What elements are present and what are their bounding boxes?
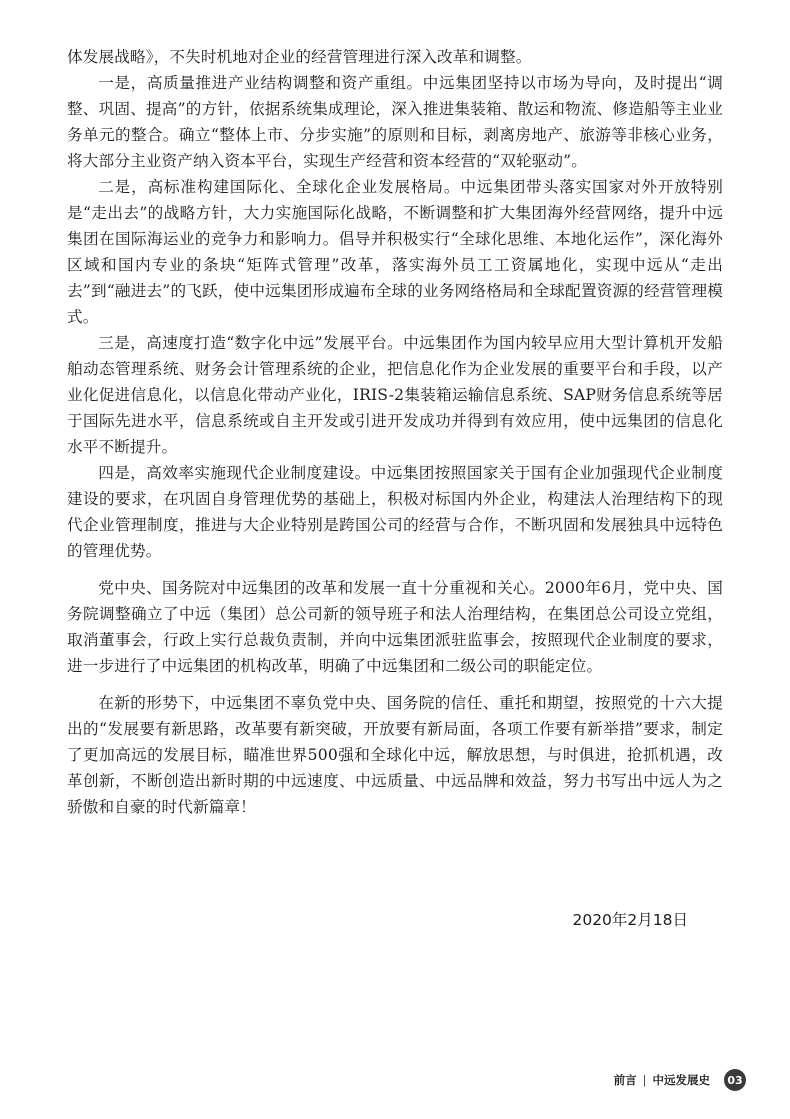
paragraph-central-government: 党中央、国务院对中远集团的改革和发展一直十分重视和关心。2000年6月，党中央、国务院调整确立了中远（集团）总公司新的领导班子和法人治理结构，在集团总公司设立党组，取消董事会，行政上实行总裁负责制，并向中远集团派驻监事会，按照现代企业制度的要求，进一步进行了中远集团的机构改革，明确了中远集团和二级公司的职能定位。 — [67, 579, 723, 675]
footer-book-title: 中远发展史 — [652, 1073, 710, 1087]
paragraph-point-two: 二是，高标准构建国际化、全球化企业发展格局。中远集团带头落实国家对外开放特别是“走出去”的战略方针，大力实施国际化战略，不断调整和扩大集团海外经营网络，提升中远集团在国际海运业的竞争力和影响力。倡导并积极实行“全球化思维、本地化运作”，深化海外区域和国内专业的条块“矩阵式管理”改革，落实海外员工工资属地化，实现中远从“走出去”到“融进去”的飞跃，使中远集团形成遍布全球的业务网络格局和全球配置资源的经营管理模式。 — [67, 178, 723, 326]
footer-separator: | — [642, 1073, 647, 1087]
paragraph-point-four: 四是，高效率实施现代企业制度建设。中远集团按照国家关于国有企业加强现代企业制度建设的要求，在巩固自身管理优势的基础上，积极对标国内外企业，构建法人治理结构下的现代企业管理制度，推进与大企业特别是跨国公司的经营与合作，不断巩固和发展独具中远特色的管理优势。 — [67, 464, 723, 560]
paragraph-continued: 体发展战略》，不失时机地对企业的经营管理进行深入改革和调整。 — [67, 48, 532, 66]
signature-date: 2020年2月18日 — [572, 911, 688, 929]
paragraph-new-situation: 在新的形势下，中远集团不辜负党中央、国务院的信任、重托和期望，按照党的十六大提出的“发展要有新思路，改革要有新突破，开放要有新局面，各项工作要有新举措”要求，制定了更加高远的发展目标，瞄准世界500强和全球化中远，解放思想，与时俱进，抢抓机遇，改革创新，不断创造出新时期的中远速度、中远质量、中远品牌和效益，努力书写出中远人为之骄傲和自豪的时代新篇章！ — [67, 694, 723, 816]
footer-section: 前言 — [613, 1073, 637, 1087]
page-number-badge: 03 — [724, 1069, 746, 1091]
page-footer — [614, 1069, 746, 1091]
paragraph-point-three: 三是，高速度打造“数字化中远”发展平台。中远集团作为国内较早应用大型计算机开发船舶动态管理系统、财务会计管理系统的企业，把信息化作为企业发展的重要平台和手段，以产业化促进信息化，以信息化带动产业化，IRIS-2集装箱运输信息系统、SAP财务信息系统等居于国际先进水平，信息系统或自主开发或引进开发成功并得到有效应用，使中远集团的信息化水平不断提升。 — [67, 334, 723, 456]
article-body — [67, 44, 723, 820]
paragraph-point-one: 一是，高质量推进产业结构调整和资产重组。中远集团坚持以市场为导向，及时提出“调整、巩固、提高”的方针，依据系统集成理论，深入推进集装箱、散运和物流、修造船等主业业务单元的整合。确立“整体上市、分步实施”的原则和目标，剥离房地产、旅游等非核心业务，将大部分主业资产纳入资本平台，实现生产经营和资本经营的“双轮驱动”。 — [67, 74, 723, 170]
